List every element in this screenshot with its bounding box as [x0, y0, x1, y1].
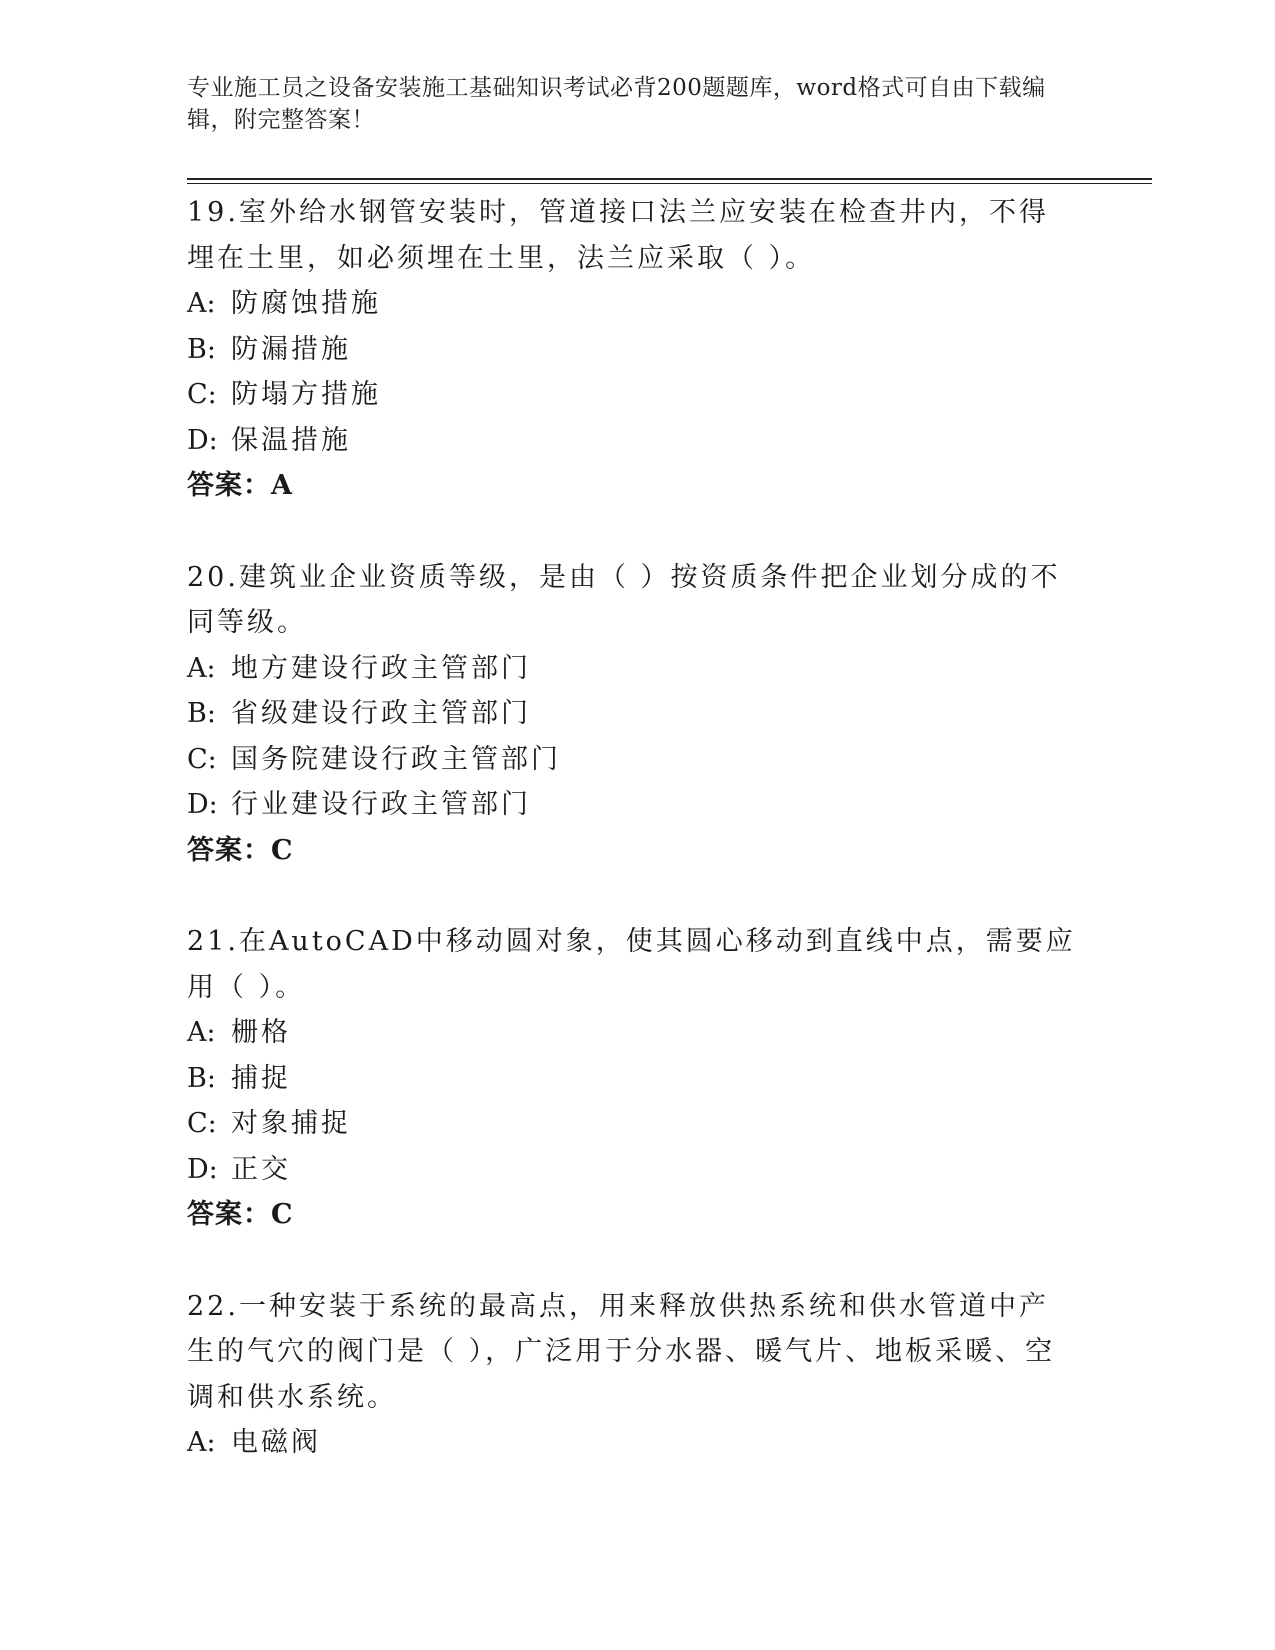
option-b: [187, 327, 1077, 373]
option-letter: D:: [187, 424, 218, 456]
option-d: [187, 418, 1077, 464]
answer-label: 答案：: [187, 834, 271, 866]
option-b: [187, 1056, 1077, 1102]
answer-line: [187, 828, 1077, 874]
option-letter: B:: [187, 698, 216, 729]
option-text: 行业建设行政主管部门: [231, 789, 531, 820]
header-divider-bottom: [187, 183, 1152, 184]
option-text: 对象捕捉: [231, 1108, 351, 1139]
option-letter: C:: [187, 379, 217, 410]
answer-value: C: [271, 834, 294, 866]
option-text: 栅格: [231, 1017, 291, 1048]
option-text: 保温措施: [231, 424, 351, 456]
answer-line: [187, 463, 1077, 509]
option-letter: A:: [187, 1427, 216, 1458]
option-text: 电磁阀: [231, 1427, 321, 1458]
option-letter: D:: [187, 789, 218, 820]
question-stem: 22.一种安装于系统的最高点，用来释放供热系统和供水管道中产生的气穴的阀门是（ ），广泛用于分水器、暖气片、地板采暖、空调和供水系统。: [187, 1290, 1056, 1413]
answer-label: 答案：: [187, 1199, 271, 1230]
option-text: 国务院建设行政主管部门: [231, 743, 561, 775]
question-list: [187, 190, 1077, 1512]
document-header: 专业施工员之设备安装施工基础知识考试必背200题题库，word格式可自由下载编辑，附完整答案！: [187, 75, 1046, 133]
option-text: 省级建设行政主管部门: [231, 698, 531, 729]
option-letter: C:: [187, 1108, 217, 1139]
answer-value: C: [271, 1199, 294, 1230]
option-d: [187, 782, 1077, 828]
option-text: 防腐蚀措施: [231, 288, 381, 319]
option-letter: B:: [187, 1062, 216, 1094]
option-text: 防漏措施: [231, 333, 351, 365]
option-a: [187, 1420, 1077, 1466]
question-21: [187, 919, 1077, 1238]
option-letter: A:: [187, 288, 216, 319]
option-text: 防塌方措施: [231, 379, 381, 410]
option-a: [187, 646, 1077, 692]
question-20: [187, 555, 1077, 874]
option-text: 捕捉: [231, 1062, 291, 1094]
option-a: [187, 1010, 1077, 1056]
answer-value: A: [271, 470, 293, 501]
option-c: [187, 372, 1077, 418]
question-stem: 21.在AutoCAD中移动圆对象，使其圆心移动到直线中点，需要应用（ ）。: [187, 926, 1076, 1003]
option-c: [187, 1101, 1077, 1147]
option-b: [187, 691, 1077, 737]
option-letter: D:: [187, 1153, 218, 1185]
question-22: [187, 1284, 1077, 1466]
answer-label: 答案：: [187, 470, 271, 501]
option-letter: A:: [187, 1017, 216, 1048]
answer-line: [187, 1192, 1077, 1238]
question-stem: 19.室外给水钢管安装时，管道接口法兰应安装在检查井内，不得埋在土里，如必须埋在土里，法兰应采取（ ）。: [187, 197, 1049, 274]
option-c: [187, 737, 1077, 783]
option-text: 地方建设行政主管部门: [231, 652, 531, 684]
question-19: [187, 190, 1077, 509]
option-letter: A:: [187, 652, 216, 684]
option-a: [187, 281, 1077, 327]
question-stem: 20.建筑业企业资质等级，是由（ ）按资质条件把企业划分成的不同等级。: [187, 561, 1061, 638]
header-divider-top: [187, 178, 1152, 180]
option-letter: C:: [187, 743, 217, 775]
option-d: [187, 1147, 1077, 1193]
option-text: 正交: [231, 1153, 291, 1185]
option-letter: B:: [187, 333, 216, 365]
